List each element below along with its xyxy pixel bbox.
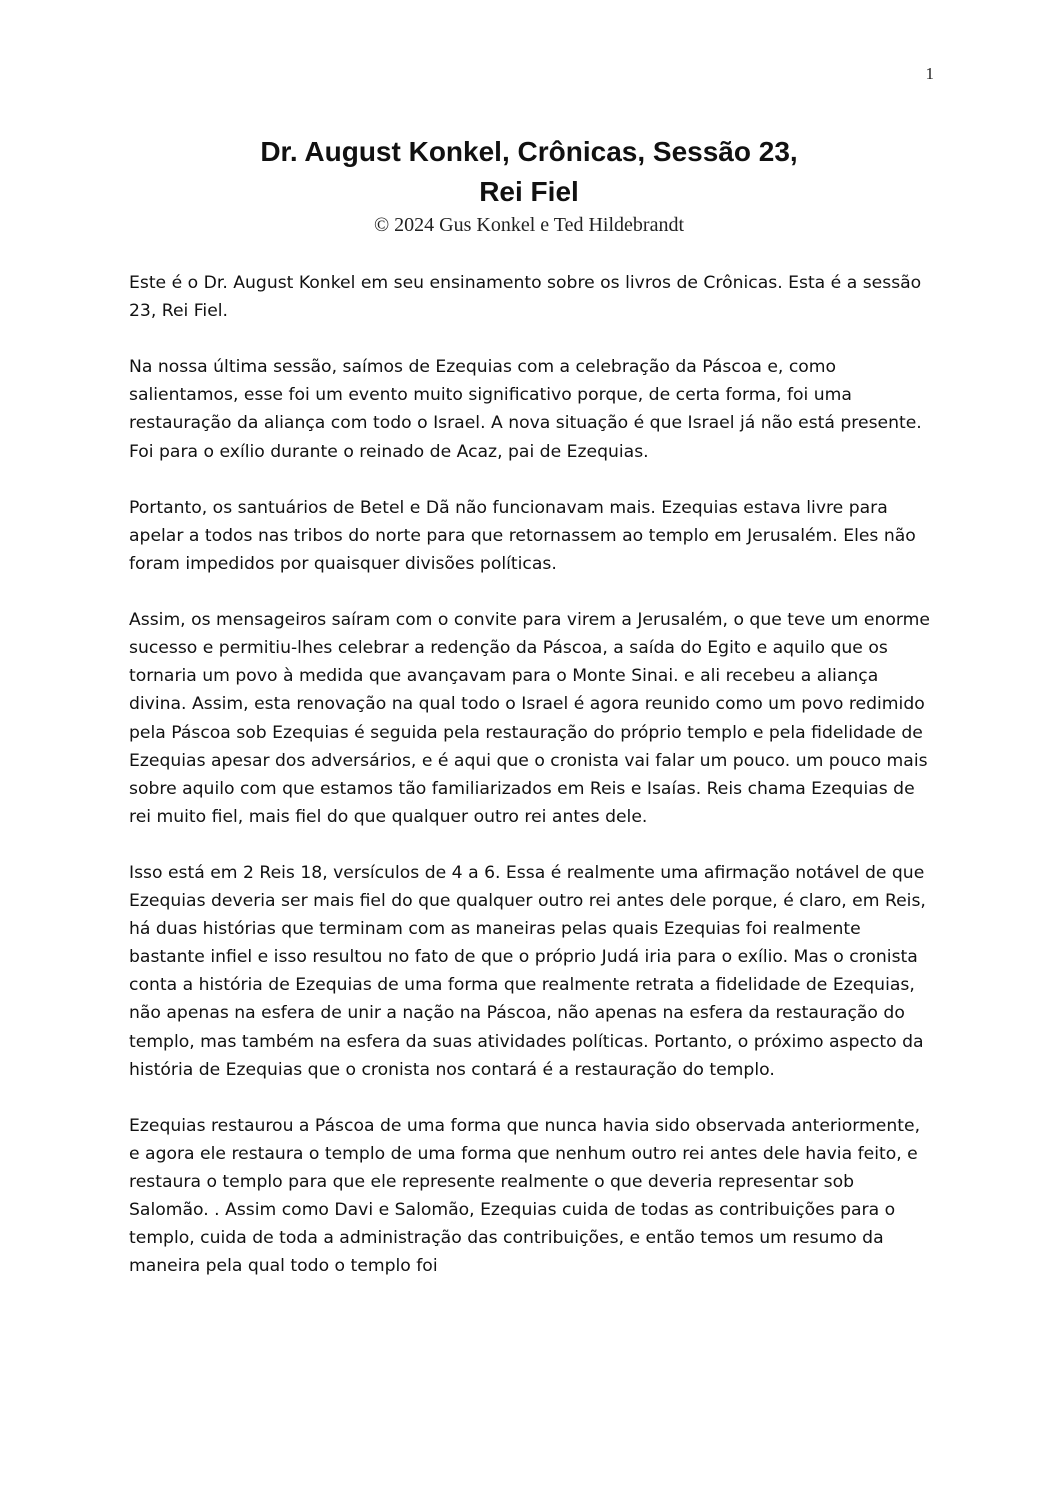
document-header [0, 132, 1058, 238]
copyright-line: © 2024 Gus Konkel e Ted Hildebrandt [373, 214, 685, 236]
paragraph: Portanto, os santuários de Betel e Dã não funcionavam mais. Ezequias estava livre para apelar a todos nas tribos do norte para que retornassem ao templo em Jerusalém. Eles não foram impedidos por quaisquer divisões políticas. [129, 497, 916, 574]
paragraph: Ezequias restaurou a Páscoa de uma forma que nunca havia sido observada anteriormente, e agora ele restaura o templo de uma forma que nenhum outro rei antes dele havia feito, e restaura o templo para que ele represente realmente o que deveria representar sob Salomão. . Assim como Davi e Salomão, Ezequias cuida de todas as contribuições para o templo, cuida de toda a administração das contribuições, e então temos um resumo da maneira pela qual todo o templo foi [129, 1115, 921, 1277]
title-line-1: Dr. August Konkel, Crônicas, Sessão 23, [260, 136, 798, 167]
paragraph: Na nossa última sessão, saímos de Ezequias com a celebração da Páscoa e, como salientamos, esse foi um evento muito significativo porque, de certa forma, foi uma restauração da aliança com todo o Israel. A nova situação é que Israel já não está presente. Foi para o exílio durante o reinado de Acaz, pai de Ezequias. [129, 357, 922, 462]
page-number: 1 [925, 64, 934, 83]
paragraph: Este é o Dr. August Konkel em seu ensinamento sobre os livros de Crônicas. Esta é a sessão 23, Rei Fiel. [129, 273, 922, 322]
paragraph: Assim, os mensageiros saíram com o convite para virem a Jerusalém, o que teve um enorme sucesso e permitiu-lhes celebrar a redenção da Páscoa, a saída do Egito e aquilo que os tornaria um povo à medida que avançavam para o Monte Sinai. e ali recebeu a aliança divina. Assim, esta renovação na qual todo o Israel é agora reunido como um povo redimido pela Páscoa sob Ezequias é seguida pela restauração do próprio templo e pela fidelidade de Ezequias apesar dos adversários, e é aqui que o cronista vai falar um pouco. um pouco mais sobre aquilo com que estamos tão familiarizados em Reis e Isaías. Reis chama Ezequias de rei muito fiel, mais fiel do que qualquer outro rei antes dele. [129, 610, 930, 827]
paragraph: Isso está em 2 Reis 18, versículos de 4 a 6. Essa é realmente uma afirmação notável de que Ezequias deveria ser mais fiel do que qualquer outro rei antes dele porque, é claro, em Reis, há duas histórias que terminam com as maneiras pelas quais Ezequias foi realmente bastante infiel e isso resultou no fato de que o próprio Judá iria para o exílio. Mas o cronista conta a história de Ezequias de uma forma que realmente retrata a fidelidade de Ezequias, não apenas na esfera de unir a nação na Páscoa, não apenas na esfera da restauração do templo, mas também na esfera da suas atividades políticas. Portanto, o próximo aspecto da história de Ezequias que o cronista nos contará é a restauração do templo. [129, 862, 926, 1080]
document-body [129, 269, 934, 1308]
title-line-2: Rei Fiel [479, 176, 579, 207]
